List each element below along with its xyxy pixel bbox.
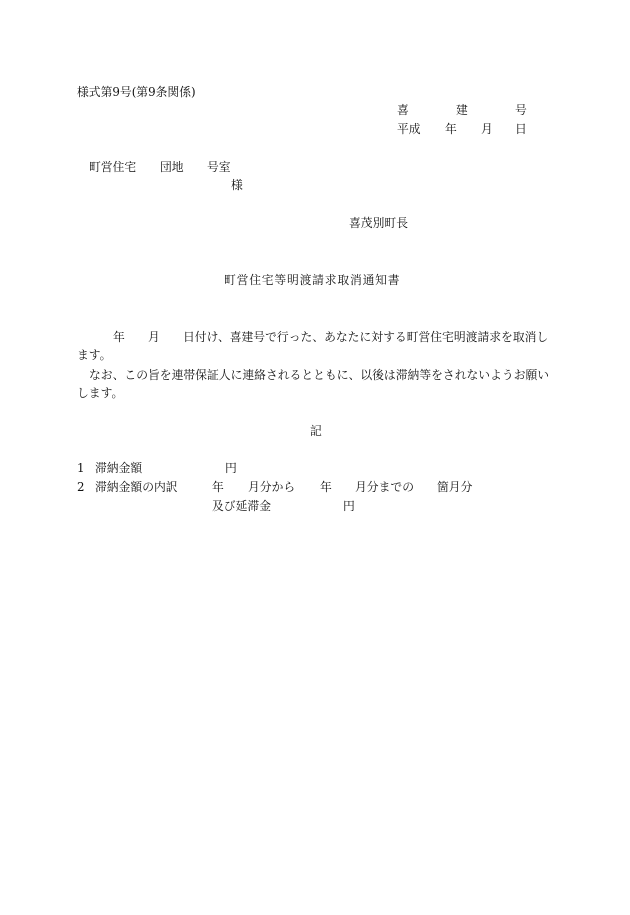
date-era: 平成 bbox=[397, 122, 421, 136]
item-month-to: 月分までの bbox=[355, 480, 414, 494]
body-line-3: なお、この旨を連帯保証人に連絡されるとともに、以後は滞納等をされないようお願い bbox=[89, 368, 550, 382]
reference-suffix: 号 bbox=[515, 103, 527, 117]
form-number: 様式第9号(第9条関係) bbox=[77, 85, 196, 99]
item-year-from: 年 bbox=[212, 480, 224, 494]
date-month: 月 bbox=[481, 122, 493, 136]
addressee-room: 号室 bbox=[207, 160, 231, 174]
document-title: 町営住宅等明渡請求取消通知書 bbox=[224, 273, 401, 287]
body-year: 年 bbox=[113, 330, 125, 344]
body-month: 月 bbox=[148, 330, 160, 344]
body-line-1: 日付け、喜建号で行った、あなたに対する町営住宅明渡請求を取消し bbox=[183, 330, 549, 344]
reference-middle: 建 bbox=[456, 103, 468, 117]
item-month-from: 月分から bbox=[248, 480, 296, 494]
item-year-to: 年 bbox=[320, 480, 332, 494]
reference-prefix: 喜 bbox=[397, 103, 409, 117]
item-months: 箇月分 bbox=[437, 480, 473, 494]
addressee-complex: 団地 bbox=[160, 160, 184, 174]
date-day: 日 bbox=[515, 122, 527, 136]
item-number: 1 bbox=[77, 461, 85, 475]
body-line-4: します。 bbox=[77, 386, 124, 400]
date-year: 年 bbox=[445, 122, 457, 136]
item-label: 滞納金額 bbox=[95, 461, 143, 475]
item-extra-label: 及び延滞金 bbox=[212, 499, 271, 513]
item-label: 滞納金額の内訳 bbox=[95, 480, 178, 494]
addressee-honorific: 様 bbox=[231, 178, 243, 192]
item-number: 2 bbox=[77, 480, 85, 494]
item-extra-unit: 円 bbox=[343, 499, 355, 513]
addressee-housing: 町営住宅 bbox=[89, 160, 137, 174]
item-unit: 円 bbox=[225, 461, 237, 475]
note-heading: 記 bbox=[310, 424, 322, 438]
body-line-2: ます。 bbox=[77, 348, 112, 362]
sender: 喜茂別町長 bbox=[349, 216, 408, 230]
